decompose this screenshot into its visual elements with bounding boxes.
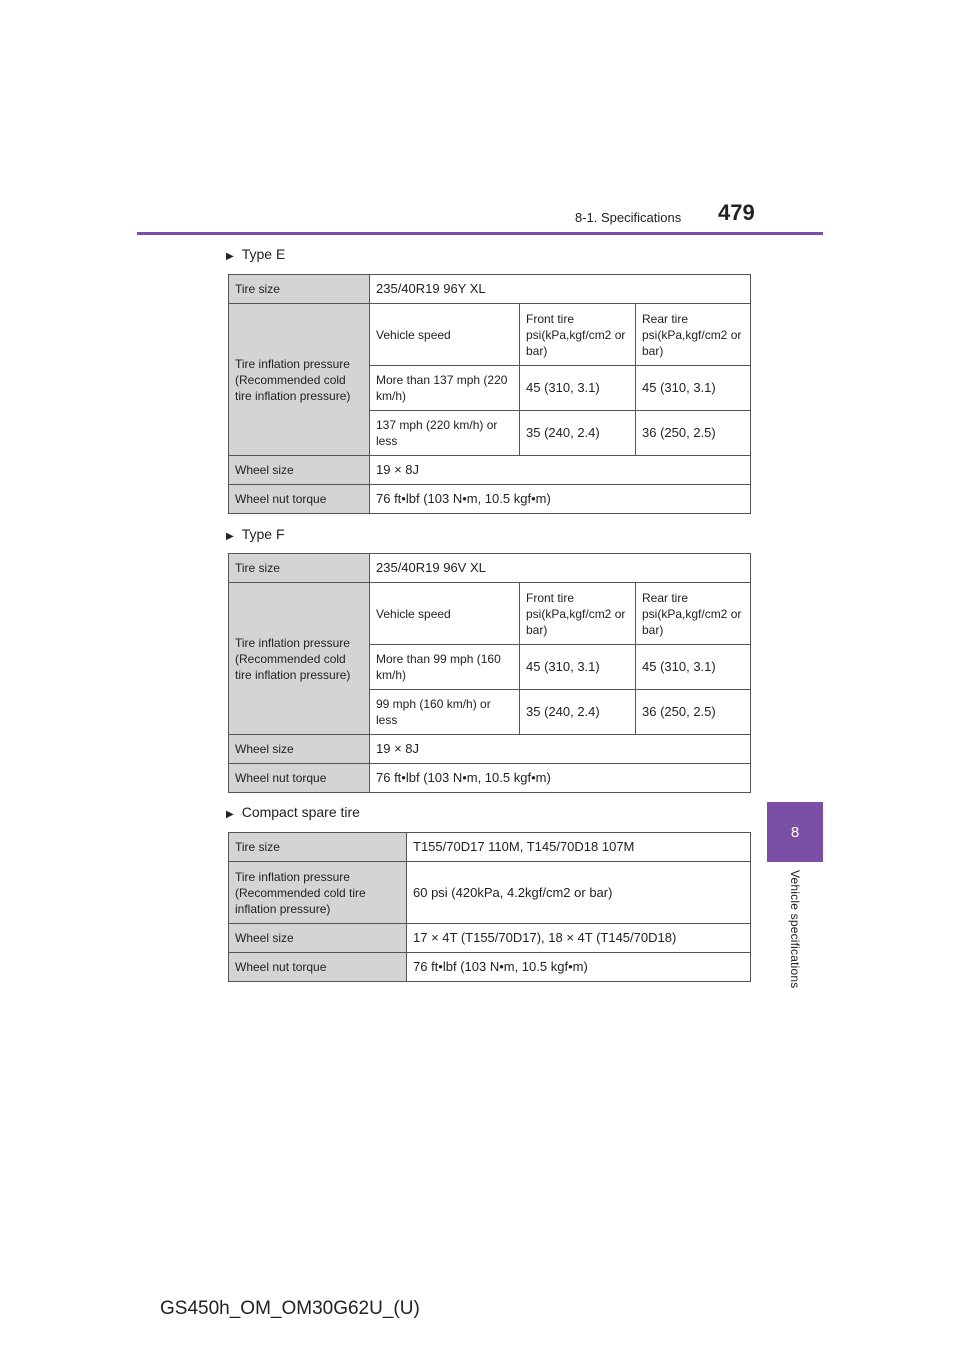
rear-tire-label: Rear tire psi(kPa,kgf/cm2 or bar)	[636, 304, 751, 366]
vehicle-speed-label: Vehicle speed	[370, 583, 520, 645]
inflation-label: Tire inflation pressure (Recommended cold tire inflation pressure)	[229, 304, 370, 456]
tire-size-value: 235/40R19 96V XL	[370, 554, 751, 583]
inflation-label: Tire inflation pressure (Recommended cold tire inflation pressure)	[229, 862, 407, 924]
wheel-size-value: 17 × 4T (T155/70D17), 18 × 4T (T145/70D18)	[407, 924, 751, 953]
chapter-label: Vehicle specifications	[788, 870, 802, 989]
inflation-label: Tire inflation pressure (Recommended cold tire inflation pressure)	[229, 583, 370, 735]
front-pressure: 45 (310, 3.1)	[520, 645, 636, 690]
front-pressure: 35 (240, 2.4)	[520, 411, 636, 456]
speed-value: 137 mph (220 km/h) or less	[370, 411, 520, 456]
front-tire-label: Front tire psi(kPa,kgf/cm2 or bar)	[520, 583, 636, 645]
type-f-title: ▶ Type F	[226, 526, 285, 542]
vehicle-speed-label: Vehicle speed	[370, 304, 520, 366]
tire-size-label: Tire size	[229, 833, 407, 862]
chapter-tab[interactable]	[767, 802, 823, 862]
header-rule	[137, 232, 823, 235]
triangle-bullet-icon: ▶	[226, 809, 234, 820]
front-pressure: 35 (240, 2.4)	[520, 690, 636, 735]
torque-label: Wheel nut torque	[229, 764, 370, 793]
type-e-title: ▶ Type E	[226, 246, 286, 262]
torque-value: 76 ft•lbf (103 N•m, 10.5 kgf•m)	[407, 953, 751, 982]
tire-size-label: Tire size	[229, 554, 370, 583]
rear-pressure: 45 (310, 3.1)	[636, 645, 751, 690]
spare-title: ▶ Compact spare tire	[226, 804, 360, 820]
chapter-number: 8	[790, 823, 800, 841]
torque-label: Wheel nut torque	[229, 485, 370, 514]
tire-size-value: 235/40R19 96Y XL	[370, 275, 751, 304]
triangle-bullet-icon: ▶	[226, 531, 234, 542]
speed-value: More than 99 mph (160 km/h)	[370, 645, 520, 690]
speed-value: 99 mph (160 km/h) or less	[370, 690, 520, 735]
triangle-bullet-icon: ▶	[226, 251, 234, 262]
rear-tire-label: Rear tire psi(kPa,kgf/cm2 or bar)	[636, 583, 751, 645]
page-number: 479	[718, 200, 755, 225]
tire-size-label: Tire size	[229, 275, 370, 304]
wheel-size-value: 19 × 8J	[370, 735, 751, 764]
type-f-table	[228, 553, 751, 793]
wheel-size-label: Wheel size	[229, 456, 370, 485]
document-code: GS450h_OM_OM30G62U_(U)	[160, 1298, 420, 1319]
torque-value: 76 ft•lbf (103 N•m, 10.5 kgf•m)	[370, 764, 751, 793]
section-title-header: 8-1. Specifications	[575, 210, 682, 225]
wheel-size-label: Wheel size	[229, 735, 370, 764]
wheel-size-value: 19 × 8J	[370, 456, 751, 485]
wheel-size-label: Wheel size	[229, 924, 407, 953]
spare-table	[228, 832, 751, 982]
front-tire-label: Front tire psi(kPa,kgf/cm2 or bar)	[520, 304, 636, 366]
rear-pressure: 45 (310, 3.1)	[636, 366, 751, 411]
inflation-value: 60 psi (420kPa, 4.2kgf/cm2 or bar)	[407, 862, 751, 924]
torque-value: 76 ft•lbf (103 N•m, 10.5 kgf•m)	[370, 485, 751, 514]
rear-pressure: 36 (250, 2.5)	[636, 411, 751, 456]
speed-value: More than 137 mph (220 km/h)	[370, 366, 520, 411]
tire-size-value: T155/70D17 110M, T145/70D18 107M	[407, 833, 751, 862]
type-e-table	[228, 274, 751, 514]
front-pressure: 45 (310, 3.1)	[520, 366, 636, 411]
rear-pressure: 36 (250, 2.5)	[636, 690, 751, 735]
torque-label: Wheel nut torque	[229, 953, 407, 982]
